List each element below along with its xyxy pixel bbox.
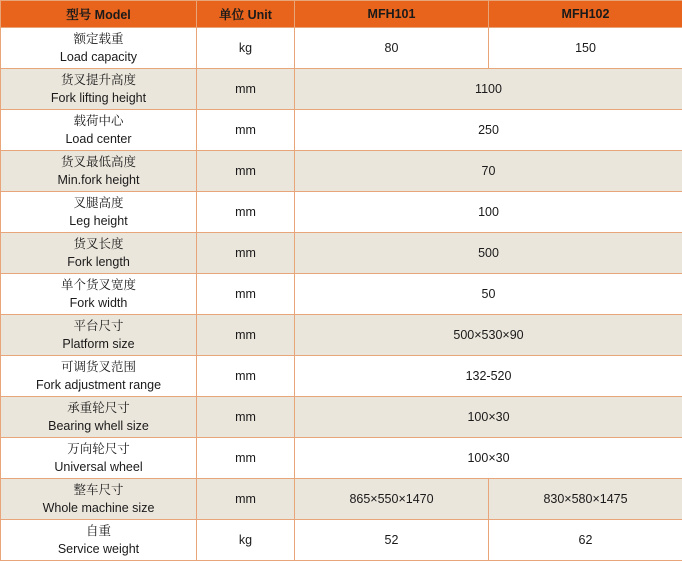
row-label-en: Fork adjustment range: [1, 376, 196, 394]
row-label-en: Min.fork height: [1, 171, 196, 189]
table-row: [1, 438, 682, 479]
row-unit: kg: [197, 520, 295, 561]
column-header-unit: 单位 Unit: [197, 1, 295, 28]
row-unit: kg: [197, 28, 295, 69]
column-header-model: 型号 Model: [1, 1, 197, 28]
table-row: [1, 151, 682, 192]
table-row: [1, 28, 682, 69]
row-value-shared: 100: [295, 192, 682, 233]
row-label-cn: 万向轮尺寸: [1, 440, 196, 458]
row-unit: mm: [197, 233, 295, 274]
row-label-cn: 可调货叉范围: [1, 358, 196, 376]
row-label-cn: 承重轮尺寸: [1, 399, 196, 417]
row-label-en: Universal wheel: [1, 458, 196, 476]
row-label-en: Fork width: [1, 294, 196, 312]
row-label-leg-height: [1, 192, 197, 233]
table-body: [1, 28, 682, 561]
row-label-fork-adjustment-range: [1, 356, 197, 397]
row-label-en: Load capacity: [1, 48, 196, 66]
table-row: [1, 479, 682, 520]
row-label-fork-width: [1, 274, 197, 315]
row-unit: mm: [197, 397, 295, 438]
row-value-shared: 70: [295, 151, 682, 192]
table-row: [1, 233, 682, 274]
row-value-mfh102: 150: [489, 28, 682, 69]
row-label-service-weight: [1, 520, 197, 561]
row-label-universal-wheel: [1, 438, 197, 479]
table-row: [1, 520, 682, 561]
table-header: [1, 1, 682, 28]
row-label-cn: 货叉长度: [1, 235, 196, 253]
row-label-en: Service weight: [1, 540, 196, 558]
row-label-cn: 货叉最低高度: [1, 153, 196, 171]
row-label-cn: 平台尺寸: [1, 317, 196, 335]
row-unit: mm: [197, 69, 295, 110]
row-value-mfh101: 52: [295, 520, 489, 561]
row-label-en: Bearing whell size: [1, 417, 196, 435]
row-label-en: Load center: [1, 130, 196, 148]
header-row: [1, 1, 682, 28]
row-label-fork-lifting-height: [1, 69, 197, 110]
row-label-cn: 整车尺寸: [1, 481, 196, 499]
row-label-en: Platform size: [1, 335, 196, 353]
table-row: [1, 356, 682, 397]
row-label-cn: 自重: [1, 522, 196, 540]
row-unit: mm: [197, 438, 295, 479]
row-unit: mm: [197, 192, 295, 233]
table-row: [1, 397, 682, 438]
row-label-fork-length: [1, 233, 197, 274]
row-value-mfh101: 80: [295, 28, 489, 69]
row-value-shared: 100×30: [295, 397, 682, 438]
row-label-en: Fork lifting height: [1, 89, 196, 107]
row-label-load-center: [1, 110, 197, 151]
row-value-shared: 250: [295, 110, 682, 151]
column-header-mfh101: MFH101: [295, 1, 489, 28]
row-unit: mm: [197, 356, 295, 397]
row-label-en: Fork length: [1, 253, 196, 271]
row-label-cn: 货叉提升高度: [1, 71, 196, 89]
table-row: [1, 192, 682, 233]
row-label-cn: 额定载重: [1, 30, 196, 48]
row-label-cn: 叉腿高度: [1, 194, 196, 212]
row-value-shared: 1100: [295, 69, 682, 110]
row-value-mfh102: 62: [489, 520, 682, 561]
row-value-shared: 500×530×90: [295, 315, 682, 356]
row-label-cn: 载荷中心: [1, 112, 196, 130]
table-row: [1, 110, 682, 151]
row-value-mfh102: 830×580×1475: [489, 479, 682, 520]
row-value-shared: 132-520: [295, 356, 682, 397]
table-row: [1, 315, 682, 356]
row-unit: mm: [197, 151, 295, 192]
row-label-bearing-wheel-size: [1, 397, 197, 438]
row-label-load-capacity: [1, 28, 197, 69]
row-label-min-fork-height: [1, 151, 197, 192]
row-unit: mm: [197, 110, 295, 151]
table-row: [1, 69, 682, 110]
row-label-en: Whole machine size: [1, 499, 196, 517]
row-label-whole-machine-size: [1, 479, 197, 520]
row-value-shared: 500: [295, 233, 682, 274]
row-unit: mm: [197, 315, 295, 356]
row-value-mfh101: 865×550×1470: [295, 479, 489, 520]
row-label-en: Leg height: [1, 212, 196, 230]
table-row: [1, 274, 682, 315]
column-header-mfh102: MFH102: [489, 1, 682, 28]
row-unit: mm: [197, 479, 295, 520]
row-unit: mm: [197, 274, 295, 315]
row-value-shared: 100×30: [295, 438, 682, 479]
row-value-shared: 50: [295, 274, 682, 315]
row-label-platform-size: [1, 315, 197, 356]
row-label-cn: 单个货叉宽度: [1, 276, 196, 294]
